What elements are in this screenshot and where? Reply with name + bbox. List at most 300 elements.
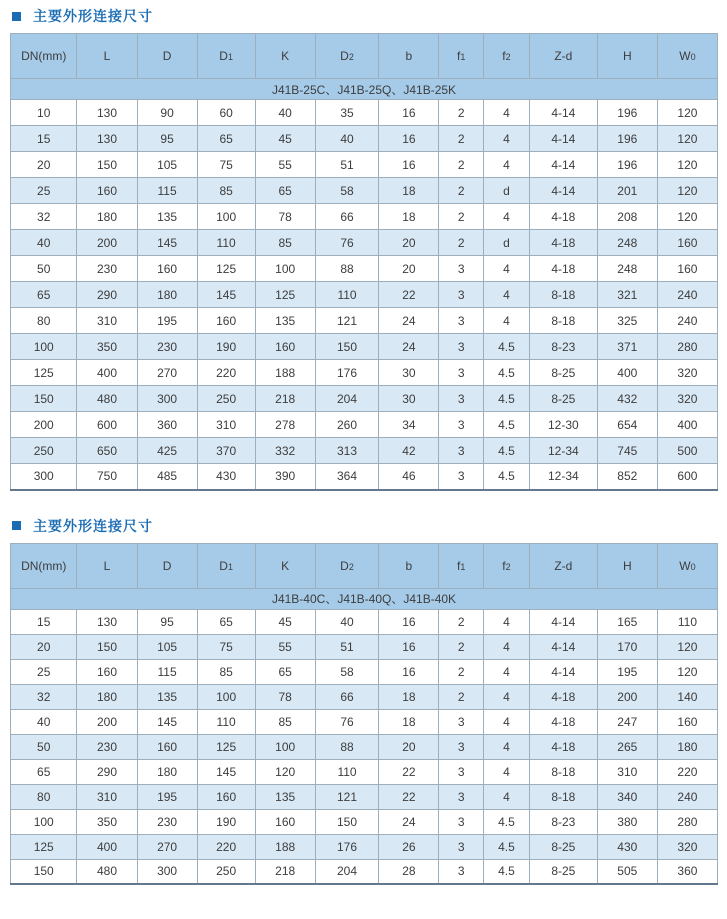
- table-cell: 95: [137, 126, 197, 152]
- table-cell: 12-34: [529, 464, 597, 490]
- table-cell: 76: [315, 709, 379, 734]
- table-row: [11, 152, 718, 178]
- table-cell: 745: [597, 438, 657, 464]
- table-cell: 80: [11, 784, 77, 809]
- table-cell: 4-18: [529, 709, 597, 734]
- table-cell: 100: [11, 334, 77, 360]
- table-cell: 180: [77, 204, 137, 230]
- table-cell: 290: [77, 282, 137, 308]
- table-cell: 110: [197, 230, 255, 256]
- table-cell: 240: [657, 282, 717, 308]
- dimension-section-40: [10, 517, 718, 886]
- table-row: [11, 360, 718, 386]
- table-cell: 3: [439, 386, 484, 412]
- table-cell: 88: [315, 734, 379, 759]
- table-cell: 32: [11, 684, 77, 709]
- table-cell: 76: [315, 230, 379, 256]
- table-cell: 51: [315, 634, 379, 659]
- table-cell: 2: [439, 178, 484, 204]
- table-subtitle-row: [11, 79, 718, 100]
- table-cell: 130: [77, 100, 137, 126]
- table-cell: 160: [197, 308, 255, 334]
- table-cell: 8-25: [529, 386, 597, 412]
- table-cell: 58: [315, 659, 379, 684]
- table-cell: 165: [597, 609, 657, 634]
- table-cell: 300: [137, 386, 197, 412]
- table-cell: 300: [137, 859, 197, 884]
- table-cell: 240: [657, 308, 717, 334]
- table-subtitle: J41B-25C、J41B-25Q、J41B-25K: [11, 79, 718, 100]
- table-subtitle: J41B-40C、J41B-40Q、J41B-40K: [11, 588, 718, 609]
- table-cell: 220: [657, 759, 717, 784]
- table-cell: 190: [197, 809, 255, 834]
- table-cell: 115: [137, 178, 197, 204]
- table-cell: 4: [483, 609, 529, 634]
- table-row: [11, 859, 718, 884]
- table-row: [11, 634, 718, 659]
- table-cell: 280: [657, 809, 717, 834]
- table-cell: 250: [197, 859, 255, 884]
- table-cell: 350: [77, 334, 137, 360]
- table-cell: 400: [77, 834, 137, 859]
- table-cell: 400: [77, 360, 137, 386]
- table-cell: 4-18: [529, 256, 597, 282]
- table-cell: 78: [255, 204, 315, 230]
- table-cell: 40: [11, 709, 77, 734]
- table-cell: 230: [77, 256, 137, 282]
- table-cell: 25: [11, 178, 77, 204]
- table-cell: 15: [11, 126, 77, 152]
- table-cell: 65: [11, 759, 77, 784]
- table-cell: 8-23: [529, 809, 597, 834]
- table-cell: 3: [439, 334, 484, 360]
- table-cell: 58: [315, 178, 379, 204]
- table-row: [11, 412, 718, 438]
- table-cell: 4-14: [529, 100, 597, 126]
- table-cell: 4: [483, 204, 529, 230]
- table-cell: 18: [379, 709, 439, 734]
- table-cell: 8-25: [529, 360, 597, 386]
- table-cell: 145: [137, 709, 197, 734]
- column-header: f1: [439, 34, 484, 79]
- table-cell: 4: [483, 256, 529, 282]
- column-header-row: [11, 543, 718, 588]
- table-cell: 20: [379, 734, 439, 759]
- table-cell: 600: [657, 464, 717, 490]
- table-cell: 30: [379, 386, 439, 412]
- table-cell: d: [483, 230, 529, 256]
- table-cell: 4-18: [529, 230, 597, 256]
- table-cell: 120: [657, 152, 717, 178]
- table-row: [11, 834, 718, 859]
- table-cell: 65: [197, 609, 255, 634]
- table-cell: 180: [77, 684, 137, 709]
- column-header: b: [379, 34, 439, 79]
- table-cell: 3: [439, 464, 484, 490]
- table-cell: 22: [379, 784, 439, 809]
- column-header: f2: [483, 34, 529, 79]
- table-cell: 4: [483, 308, 529, 334]
- table-cell: 220: [197, 834, 255, 859]
- table-cell: 425: [137, 438, 197, 464]
- table-cell: 230: [137, 809, 197, 834]
- table-cell: 150: [11, 386, 77, 412]
- table-cell: 120: [255, 759, 315, 784]
- table-row: [11, 438, 718, 464]
- table-cell: 28: [379, 859, 439, 884]
- table-cell: 200: [597, 684, 657, 709]
- table-cell: 65: [11, 282, 77, 308]
- column-header: f2: [483, 543, 529, 588]
- table-cell: 364: [315, 464, 379, 490]
- column-header: Z-d: [529, 543, 597, 588]
- table-cell: 120: [657, 126, 717, 152]
- table-cell: 170: [597, 634, 657, 659]
- table-cell: 4-14: [529, 609, 597, 634]
- section-title: [12, 7, 718, 25]
- table-cell: 240: [657, 784, 717, 809]
- table-cell: 16: [379, 152, 439, 178]
- table-cell: 654: [597, 412, 657, 438]
- table-cell: 8-25: [529, 834, 597, 859]
- table-cell: 4-14: [529, 659, 597, 684]
- table-cell: 400: [597, 360, 657, 386]
- table-cell: 15: [11, 609, 77, 634]
- table-cell: 204: [315, 386, 379, 412]
- column-header: H: [597, 34, 657, 79]
- table-cell: 100: [197, 684, 255, 709]
- table-cell: 121: [315, 784, 379, 809]
- table-cell: 265: [597, 734, 657, 759]
- square-bullet-icon: [12, 12, 21, 21]
- table-cell: 160: [77, 659, 137, 684]
- table-cell: 120: [657, 100, 717, 126]
- table-cell: 65: [197, 126, 255, 152]
- table-cell: 3: [439, 734, 484, 759]
- table-row: [11, 464, 718, 490]
- table-cell: 145: [197, 759, 255, 784]
- table-cell: 16: [379, 609, 439, 634]
- table-cell: 110: [315, 282, 379, 308]
- table-cell: 310: [77, 308, 137, 334]
- table-cell: 432: [597, 386, 657, 412]
- dimension-table-j41b-40: [10, 543, 718, 886]
- table-cell: 3: [439, 784, 484, 809]
- table-cell: 135: [255, 308, 315, 334]
- table-cell: 332: [255, 438, 315, 464]
- table-cell: 145: [197, 282, 255, 308]
- table-cell: 8-25: [529, 859, 597, 884]
- table-cell: 3: [439, 360, 484, 386]
- table-cell: 16: [379, 659, 439, 684]
- table-cell: 80: [11, 308, 77, 334]
- table-cell: 4: [483, 152, 529, 178]
- table-cell: 320: [657, 386, 717, 412]
- table-cell: 270: [137, 834, 197, 859]
- table-cell: 200: [77, 230, 137, 256]
- table-cell: 4.5: [483, 809, 529, 834]
- table-cell: 218: [255, 859, 315, 884]
- table-cell: 2: [439, 684, 484, 709]
- column-header-row: [11, 34, 718, 79]
- table-cell: 100: [255, 734, 315, 759]
- table-cell: 26: [379, 834, 439, 859]
- table-cell: 110: [197, 709, 255, 734]
- table-cell: 218: [255, 386, 315, 412]
- column-header: D: [137, 34, 197, 79]
- table-cell: 8-18: [529, 759, 597, 784]
- table-cell: 22: [379, 759, 439, 784]
- table-cell: 248: [597, 230, 657, 256]
- table-cell: 321: [597, 282, 657, 308]
- table-cell: 30: [379, 360, 439, 386]
- table-cell: 135: [255, 784, 315, 809]
- table-cell: 8-18: [529, 308, 597, 334]
- table-cell: 150: [77, 634, 137, 659]
- table-cell: d: [483, 178, 529, 204]
- table-cell: 45: [255, 609, 315, 634]
- table-cell: 150: [77, 152, 137, 178]
- table-cell: 2: [439, 204, 484, 230]
- table-cell: 300: [11, 464, 77, 490]
- table-cell: 85: [255, 709, 315, 734]
- table-cell: 250: [11, 438, 77, 464]
- table-cell: 140: [657, 684, 717, 709]
- table-cell: 145: [137, 230, 197, 256]
- table-row: [11, 100, 718, 126]
- table-cell: 208: [597, 204, 657, 230]
- table-cell: 42: [379, 438, 439, 464]
- table-cell: 195: [597, 659, 657, 684]
- table-cell: 160: [77, 178, 137, 204]
- table-cell: 160: [137, 256, 197, 282]
- column-header: DN(mm): [11, 34, 77, 79]
- table-row: [11, 734, 718, 759]
- table-cell: 66: [315, 204, 379, 230]
- table-cell: 3: [439, 709, 484, 734]
- table-cell: 8-18: [529, 282, 597, 308]
- table-cell: 195: [137, 308, 197, 334]
- column-header: L: [77, 34, 137, 79]
- table-cell: 75: [197, 152, 255, 178]
- table-cell: 4-14: [529, 152, 597, 178]
- table-cell: 196: [597, 126, 657, 152]
- table-cell: 650: [77, 438, 137, 464]
- table-cell: 500: [657, 438, 717, 464]
- column-header: W0: [657, 34, 717, 79]
- table-cell: 196: [597, 152, 657, 178]
- table-cell: 55: [255, 152, 315, 178]
- section-title-text: 主要外形连接尺寸: [33, 517, 153, 534]
- table-cell: 160: [657, 709, 717, 734]
- table-cell: 310: [77, 784, 137, 809]
- table-cell: 16: [379, 100, 439, 126]
- table-cell: 160: [137, 734, 197, 759]
- table-row: [11, 178, 718, 204]
- column-header: W0: [657, 543, 717, 588]
- table-cell: 320: [657, 360, 717, 386]
- table-cell: 150: [315, 809, 379, 834]
- section-title: [12, 517, 718, 535]
- table-row: [11, 659, 718, 684]
- column-header: Z-d: [529, 34, 597, 79]
- column-header: L: [77, 543, 137, 588]
- column-header: H: [597, 543, 657, 588]
- table-cell: 4-18: [529, 684, 597, 709]
- table-cell: 485: [137, 464, 197, 490]
- table-cell: 370: [197, 438, 255, 464]
- table-cell: 2: [439, 634, 484, 659]
- table-cell: 3: [439, 438, 484, 464]
- table-cell: 135: [137, 204, 197, 230]
- table-cell: 45: [255, 126, 315, 152]
- table-row: [11, 308, 718, 334]
- table-cell: 480: [77, 859, 137, 884]
- table-cell: 160: [197, 784, 255, 809]
- table-cell: 20: [11, 152, 77, 178]
- table-cell: 176: [315, 834, 379, 859]
- table-cell: 20: [379, 230, 439, 256]
- table-cell: 4: [483, 126, 529, 152]
- column-header: D: [137, 543, 197, 588]
- table-cell: 100: [255, 256, 315, 282]
- table-row: [11, 609, 718, 634]
- table-cell: 125: [197, 734, 255, 759]
- column-header: D2: [315, 34, 379, 79]
- table-cell: 120: [657, 204, 717, 230]
- table-row: [11, 204, 718, 230]
- table-cell: 20: [11, 634, 77, 659]
- table-cell: 505: [597, 859, 657, 884]
- table-cell: 350: [77, 809, 137, 834]
- table-cell: 22: [379, 282, 439, 308]
- table-cell: 270: [137, 360, 197, 386]
- table-cell: 135: [137, 684, 197, 709]
- table-cell: 40: [315, 609, 379, 634]
- table-cell: 105: [137, 634, 197, 659]
- table-cell: 12-30: [529, 412, 597, 438]
- table-cell: 247: [597, 709, 657, 734]
- table-cell: 105: [137, 152, 197, 178]
- table-cell: 150: [11, 859, 77, 884]
- table-row: [11, 709, 718, 734]
- square-bullet-icon: [12, 521, 21, 530]
- table-cell: 325: [597, 308, 657, 334]
- table-cell: 250: [197, 386, 255, 412]
- table-cell: 12-34: [529, 438, 597, 464]
- table-cell: 34: [379, 412, 439, 438]
- table-cell: 4: [483, 100, 529, 126]
- table-cell: 390: [255, 464, 315, 490]
- table-cell: 60: [197, 100, 255, 126]
- table-cell: 125: [255, 282, 315, 308]
- table-row: [11, 759, 718, 784]
- table-cell: 400: [657, 412, 717, 438]
- table-cell: 121: [315, 308, 379, 334]
- table-cell: 278: [255, 412, 315, 438]
- table-cell: 24: [379, 809, 439, 834]
- table-cell: 200: [11, 412, 77, 438]
- table-cell: 340: [597, 784, 657, 809]
- table-row: [11, 230, 718, 256]
- table-cell: 4.5: [483, 334, 529, 360]
- column-header: K: [255, 543, 315, 588]
- table-cell: 380: [597, 809, 657, 834]
- table-cell: 125: [11, 360, 77, 386]
- table-cell: 188: [255, 834, 315, 859]
- table-cell: 85: [197, 659, 255, 684]
- table-cell: 160: [657, 256, 717, 282]
- table-cell: 4.5: [483, 386, 529, 412]
- table-cell: 120: [657, 178, 717, 204]
- table-cell: 180: [137, 759, 197, 784]
- table-cell: 4.5: [483, 360, 529, 386]
- table-cell: 65: [255, 659, 315, 684]
- table-cell: 201: [597, 178, 657, 204]
- column-header: D2: [315, 543, 379, 588]
- table-cell: 160: [657, 230, 717, 256]
- table-cell: 115: [137, 659, 197, 684]
- table-row: [11, 684, 718, 709]
- table-cell: 120: [657, 659, 717, 684]
- table-cell: 100: [197, 204, 255, 230]
- table-cell: 480: [77, 386, 137, 412]
- table-cell: 16: [379, 126, 439, 152]
- table-cell: 65: [255, 178, 315, 204]
- table-row: [11, 256, 718, 282]
- table-cell: 3: [439, 256, 484, 282]
- table-cell: 18: [379, 204, 439, 230]
- table-cell: 3: [439, 282, 484, 308]
- table-row: [11, 126, 718, 152]
- table-cell: 190: [197, 334, 255, 360]
- table-cell: 8-23: [529, 334, 597, 360]
- table-cell: 2: [439, 659, 484, 684]
- table-cell: 3: [439, 412, 484, 438]
- table-cell: 55: [255, 634, 315, 659]
- table-cell: 100: [11, 809, 77, 834]
- table-cell: 4.5: [483, 464, 529, 490]
- table-cell: 4: [483, 709, 529, 734]
- table-cell: 50: [11, 734, 77, 759]
- table-cell: 24: [379, 334, 439, 360]
- table-cell: 4.5: [483, 438, 529, 464]
- table-cell: 4: [483, 634, 529, 659]
- table-cell: 51: [315, 152, 379, 178]
- table-cell: 3: [439, 809, 484, 834]
- table-cell: 2: [439, 126, 484, 152]
- table-row: [11, 334, 718, 360]
- table-cell: 3: [439, 308, 484, 334]
- table-cell: 4.5: [483, 859, 529, 884]
- table-cell: 18: [379, 178, 439, 204]
- table-cell: 200: [77, 709, 137, 734]
- table-cell: 46: [379, 464, 439, 490]
- table-row: [11, 784, 718, 809]
- table-cell: 125: [197, 256, 255, 282]
- table-cell: 50: [11, 256, 77, 282]
- table-cell: 75: [197, 634, 255, 659]
- table-cell: 230: [77, 734, 137, 759]
- table-cell: 4: [483, 784, 529, 809]
- table-cell: 25: [11, 659, 77, 684]
- table-subtitle-row: [11, 588, 718, 609]
- dimension-table-j41b-25: [10, 33, 718, 491]
- table-row: [11, 386, 718, 412]
- table-cell: 88: [315, 256, 379, 282]
- table-cell: 160: [255, 334, 315, 360]
- column-header: D1: [197, 34, 255, 79]
